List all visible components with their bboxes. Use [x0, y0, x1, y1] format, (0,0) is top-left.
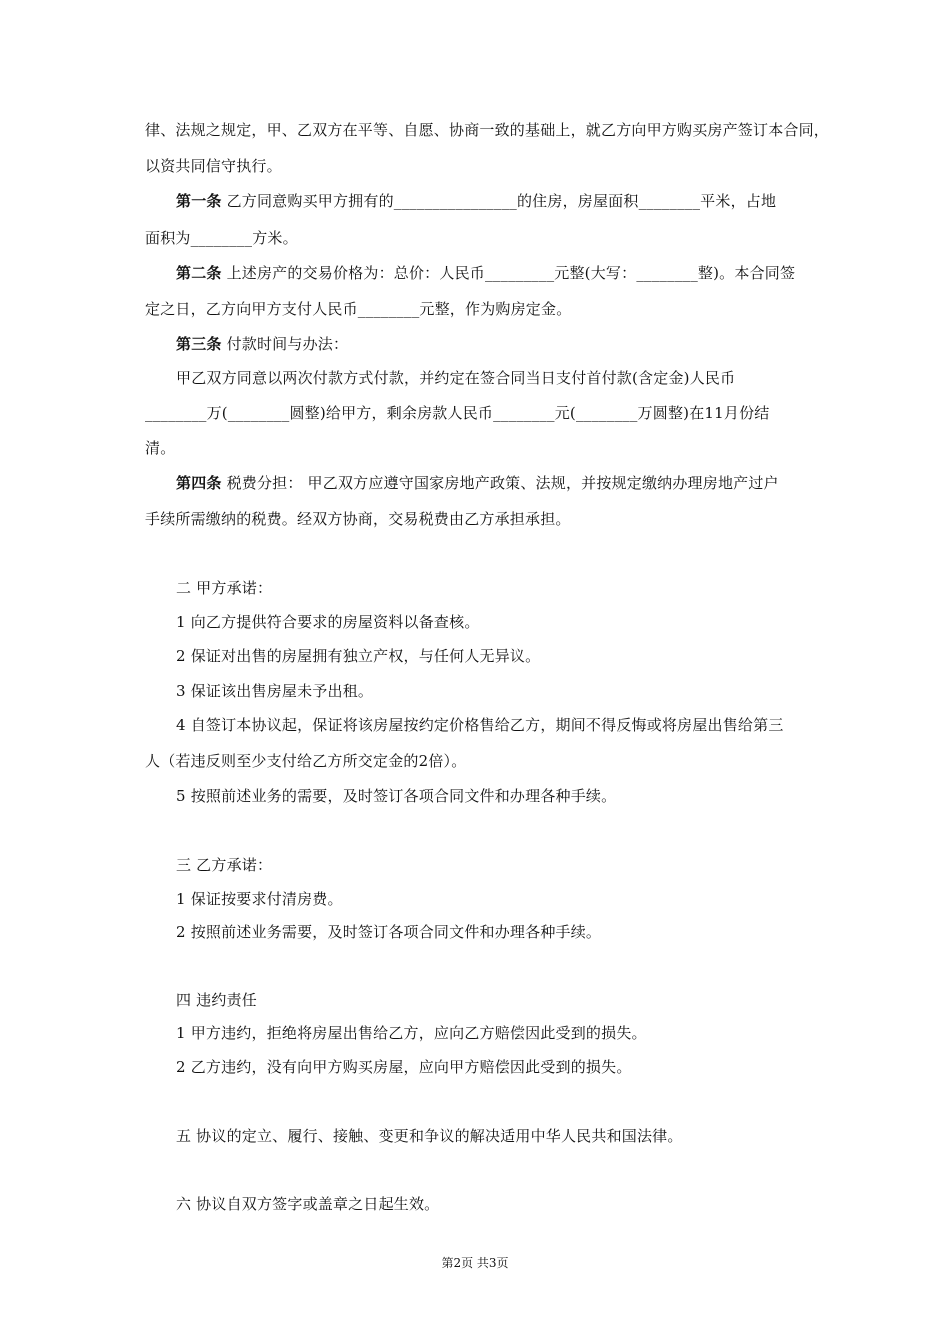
article-1-cont: 面积为________方米。: [145, 229, 298, 247]
article-2-text: 上述房产的交易价格为：总价：人民币_________元整(大写：________整)。本合同签: [226, 264, 796, 282]
section-5: 五 协议的定立、履行、接触、变更和争议的解决适用中华人民共和国法律。: [176, 1127, 683, 1145]
section-4-heading: 四 违约责任: [176, 991, 257, 1009]
article-4-cont: 手续所需缴纳的税费。经双方协商，交易税费由乙方承担承担。: [145, 510, 571, 528]
section-2-item: 4 自签订本协议起，保证将该房屋按约定价格售给乙方，期间不得反悔或将房屋出售给第三: [176, 716, 784, 734]
section-3-item: 1 保证按要求付清房费。: [176, 890, 343, 908]
section-2-item: 5 按照前述业务的需要，及时签订各项合同文件和办理各种手续。: [176, 787, 617, 805]
section-6: 六 协议自双方签字或盖章之日起生效。: [176, 1195, 440, 1213]
section-2-item: 2 保证对出售的房屋拥有独立产权，与任何人无异议。: [176, 647, 541, 665]
article-3-line-1: 甲乙双方同意以两次付款方式付款，并约定在签合同当日支付首付款(含定金)人民币: [176, 369, 736, 387]
article-3-line-3: 清。: [145, 439, 176, 457]
section-4-item: 2 乙方违约，没有向甲方购买房屋，应向甲方赔偿因此受到的损失。: [176, 1058, 632, 1076]
section-2-heading: 二 甲方承诺：: [176, 579, 273, 597]
article-4-label: 第四条: [176, 474, 222, 492]
section-2-item-4-cont: 人（若违反则至少支付给乙方所交定金的2倍）。: [145, 752, 467, 770]
article-1-label: 第一条: [176, 192, 222, 210]
section-3-heading: 三 乙方承诺：: [176, 856, 273, 874]
section-4-item: 1 甲方违约，拒绝将房屋出售给乙方，应向乙方赔偿因此受到的损失。: [176, 1024, 647, 1042]
intro-line-1: 律、法规之规定，甲、乙双方在平等、自愿、协商一致的基础上，就乙方向甲方购买房产签订本合同，: [145, 121, 830, 139]
article-4-text: 税费分担： 甲乙双方应遵守国家房地产政策、法规，并按规定缴纳办理房地产过户: [226, 474, 779, 492]
article-1-text: 乙方同意购买甲方拥有的________________的住房，房屋面积________平米，占地: [226, 192, 777, 210]
article-2-label: 第二条: [176, 264, 222, 282]
article-2-cont: 定之日，乙方向甲方支付人民币________元整，作为购房定金。: [145, 300, 572, 318]
article-3-line-2: ________万(________圆整)给甲方，剩余房款人民币________元(________万圆整)在11月份结: [145, 404, 770, 422]
page-footer: 第2页 共3页: [441, 1256, 509, 1270]
section-2-item: 3 保证该出售房屋未予出租。: [176, 682, 374, 700]
section-2-item: 1 向乙方提供符合要求的房屋资料以备查核。: [176, 613, 480, 631]
article-3: [176, 334, 348, 354]
article-2: [176, 263, 795, 283]
article-3-label: 第三条: [176, 335, 222, 353]
intro-line-2: 以资共同信守执行。: [145, 157, 282, 175]
section-3-item: 2 按照前述业务需要，及时签订各项合同文件和办理各种手续。: [176, 923, 602, 941]
article-1: [176, 191, 776, 211]
article-4: [176, 473, 779, 493]
article-3-title: 付款时间与办法：: [226, 335, 349, 353]
